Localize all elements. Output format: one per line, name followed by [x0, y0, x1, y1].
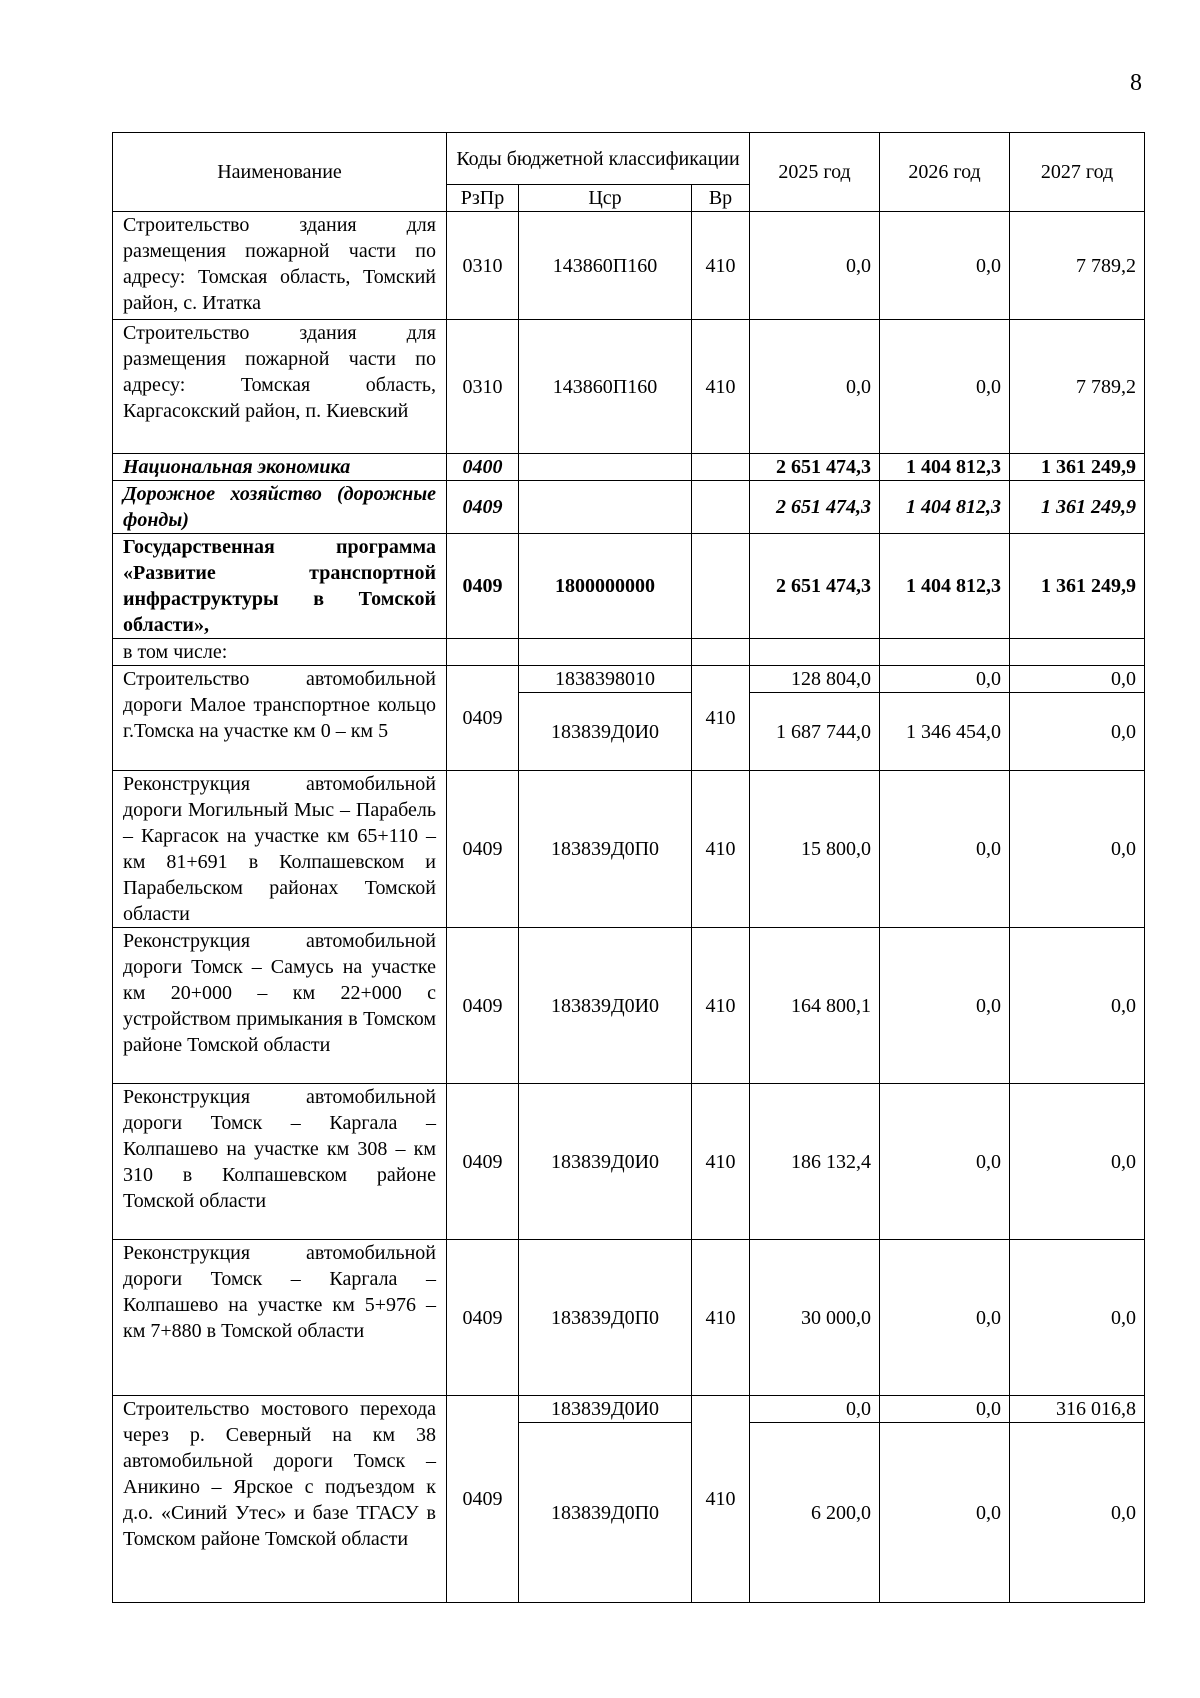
header-2026: 2026 год — [880, 133, 1010, 212]
row-2026: 0,0 — [880, 666, 1010, 693]
row-2025: 2 651 474,3 — [750, 481, 880, 534]
row-name: в том числе: — [113, 639, 447, 666]
header-name: Наименование — [113, 133, 447, 212]
row-2026: 0,0 — [880, 928, 1010, 1084]
row-2025: 0,0 — [750, 320, 880, 454]
row-2027: 0,0 — [1010, 1423, 1145, 1603]
row-rzpr: 0409 — [447, 666, 519, 771]
row-vr: 410 — [692, 1084, 750, 1240]
row-2027: 0,0 — [1010, 1084, 1145, 1240]
budget-table — [112, 132, 1145, 1603]
header-2027: 2027 год — [1010, 133, 1145, 212]
row-name: Национальная экономика — [113, 454, 447, 481]
row-2026: 0,0 — [880, 1084, 1010, 1240]
table-row — [113, 666, 1145, 693]
row-2027: 0,0 — [1010, 928, 1145, 1084]
row-rzpr: 0409 — [447, 534, 519, 639]
row-vr: 410 — [692, 320, 750, 454]
row-csr: 183839Д0И0 — [519, 1396, 692, 1423]
table-row — [113, 534, 1145, 639]
table-row — [113, 212, 1145, 320]
page-number: 8 — [1130, 70, 1142, 96]
row-name: Государственная программа «Развитие транспортной инфраструктуры в Томской области», — [113, 534, 447, 639]
row-2026: 1 346 454,0 — [880, 693, 1010, 771]
row-vr: 410 — [692, 1240, 750, 1396]
row-name: Строительство мостового перехода через р. Северный на км 38 автомобильной дороги Томск – Аникино – Ярское с подъездом к д.о. «Синий Утес» и базе ТГАСУ в Томском районе Томской области — [113, 1396, 447, 1603]
row-csr: 183839Д0И0 — [519, 928, 692, 1084]
row-vr: 410 — [692, 1396, 750, 1603]
row-2027: 7 789,2 — [1010, 320, 1145, 454]
row-2025: 30 000,0 — [750, 1240, 880, 1396]
row-rzpr: 0310 — [447, 320, 519, 454]
row-csr: 183839Д0И0 — [519, 1084, 692, 1240]
row-name: Реконструкция автомобильной дороги Томск – Каргала – Колпашево на участке км 5+976 – км 7+880 в Томской области — [113, 1240, 447, 1396]
table-row — [113, 481, 1145, 534]
row-rzpr: 0310 — [447, 212, 519, 320]
row-2025: 2 651 474,3 — [750, 534, 880, 639]
row-2027: 1 361 249,9 — [1010, 454, 1145, 481]
row-name: Строительство здания для размещения пожарной части по адресу: Томская область, Томский район, с. Итатка — [113, 212, 447, 320]
row-2027: 0,0 — [1010, 693, 1145, 771]
row-2025: 128 804,0 — [750, 666, 880, 693]
row-vr: 410 — [692, 666, 750, 771]
table-row — [113, 771, 1145, 928]
row-2025: 2 651 474,3 — [750, 454, 880, 481]
table-row — [113, 1396, 1145, 1423]
row-vr: 410 — [692, 928, 750, 1084]
row-csr: 183839Д0И0 — [519, 693, 692, 771]
row-name: Строительство автомобильной дороги Малое транспортное кольцо г.Томска на участке км 0 – км 5 — [113, 666, 447, 771]
row-2026: 0,0 — [880, 1240, 1010, 1396]
row-2025: 0,0 — [750, 1396, 880, 1423]
row-rzpr: 0409 — [447, 481, 519, 534]
table-row — [113, 639, 1145, 666]
row-2027: 1 361 249,9 — [1010, 481, 1145, 534]
row-csr: 1800000000 — [519, 534, 692, 639]
table-row — [113, 454, 1145, 481]
row-csr: 183839Д0П0 — [519, 771, 692, 928]
row-2025: 1 687 744,0 — [750, 693, 880, 771]
row-2027: 0,0 — [1010, 771, 1145, 928]
row-csr — [519, 454, 692, 481]
row-2026: 1 404 812,3 — [880, 481, 1010, 534]
row-2025: 0,0 — [750, 212, 880, 320]
header-rzpr: РзПр — [447, 185, 519, 212]
row-2027: 0,0 — [1010, 666, 1145, 693]
row-csr: 143860П160 — [519, 212, 692, 320]
row-vr: 410 — [692, 212, 750, 320]
row-2027: 7 789,2 — [1010, 212, 1145, 320]
row-2026: 0,0 — [880, 771, 1010, 928]
row-2026: 0,0 — [880, 1396, 1010, 1423]
row-2027: 0,0 — [1010, 1240, 1145, 1396]
row-2026: 1 404 812,3 — [880, 454, 1010, 481]
row-2026: 1 404 812,3 — [880, 534, 1010, 639]
row-2026: 0,0 — [880, 212, 1010, 320]
row-2026: 0,0 — [880, 1423, 1010, 1603]
row-name: Строительство здания для размещения пожарной части по адресу: Томская область, Каргасокский район, п. Киевский — [113, 320, 447, 454]
row-csr: 183839Д0П0 — [519, 1240, 692, 1396]
row-vr — [692, 481, 750, 534]
row-vr — [692, 454, 750, 481]
table-row — [113, 1084, 1145, 1240]
row-name: Реконструкция автомобильной дороги Могильный Мыс – Парабель – Каргасок на участке км 65+110 – км 81+691 в Колпашевском и Парабельском районах Томской области — [113, 771, 447, 928]
row-csr: 1838398010 — [519, 666, 692, 693]
row-2027: 316 016,8 — [1010, 1396, 1145, 1423]
row-2025: 15 800,0 — [750, 771, 880, 928]
row-csr — [519, 481, 692, 534]
row-rzpr: 0400 — [447, 454, 519, 481]
row-2025: 164 800,1 — [750, 928, 880, 1084]
table-row — [113, 1240, 1145, 1396]
row-name: Реконструкция автомобильной дороги Томск – Самусь на участке км 20+000 – км 22+000 с устройством примыкания в Томском районе Томской области — [113, 928, 447, 1084]
row-2025: 6 200,0 — [750, 1423, 880, 1603]
row-csr: 143860П160 — [519, 320, 692, 454]
row-rzpr: 0409 — [447, 771, 519, 928]
header-csr: Цср — [519, 185, 692, 212]
row-csr: 183839Д0П0 — [519, 1423, 692, 1603]
header-codes-group: Коды бюджетной классификации — [447, 133, 750, 185]
row-name: Дорожное хозяйство (дорожные фонды) — [113, 481, 447, 534]
row-name: Реконструкция автомобильной дороги Томск – Каргала – Колпашево на участке км 308 – км 310 в Колпашевском районе Томской области — [113, 1084, 447, 1240]
row-vr — [692, 534, 750, 639]
row-rzpr: 0409 — [447, 1084, 519, 1240]
header-vr: Вр — [692, 185, 750, 212]
row-vr: 410 — [692, 771, 750, 928]
row-2025: 186 132,4 — [750, 1084, 880, 1240]
row-2027: 1 361 249,9 — [1010, 534, 1145, 639]
row-rzpr: 0409 — [447, 1240, 519, 1396]
row-2026: 0,0 — [880, 320, 1010, 454]
header-2025: 2025 год — [750, 133, 880, 212]
table-row — [113, 320, 1145, 454]
row-rzpr: 0409 — [447, 1396, 519, 1603]
row-rzpr: 0409 — [447, 928, 519, 1084]
table-row — [113, 928, 1145, 1084]
